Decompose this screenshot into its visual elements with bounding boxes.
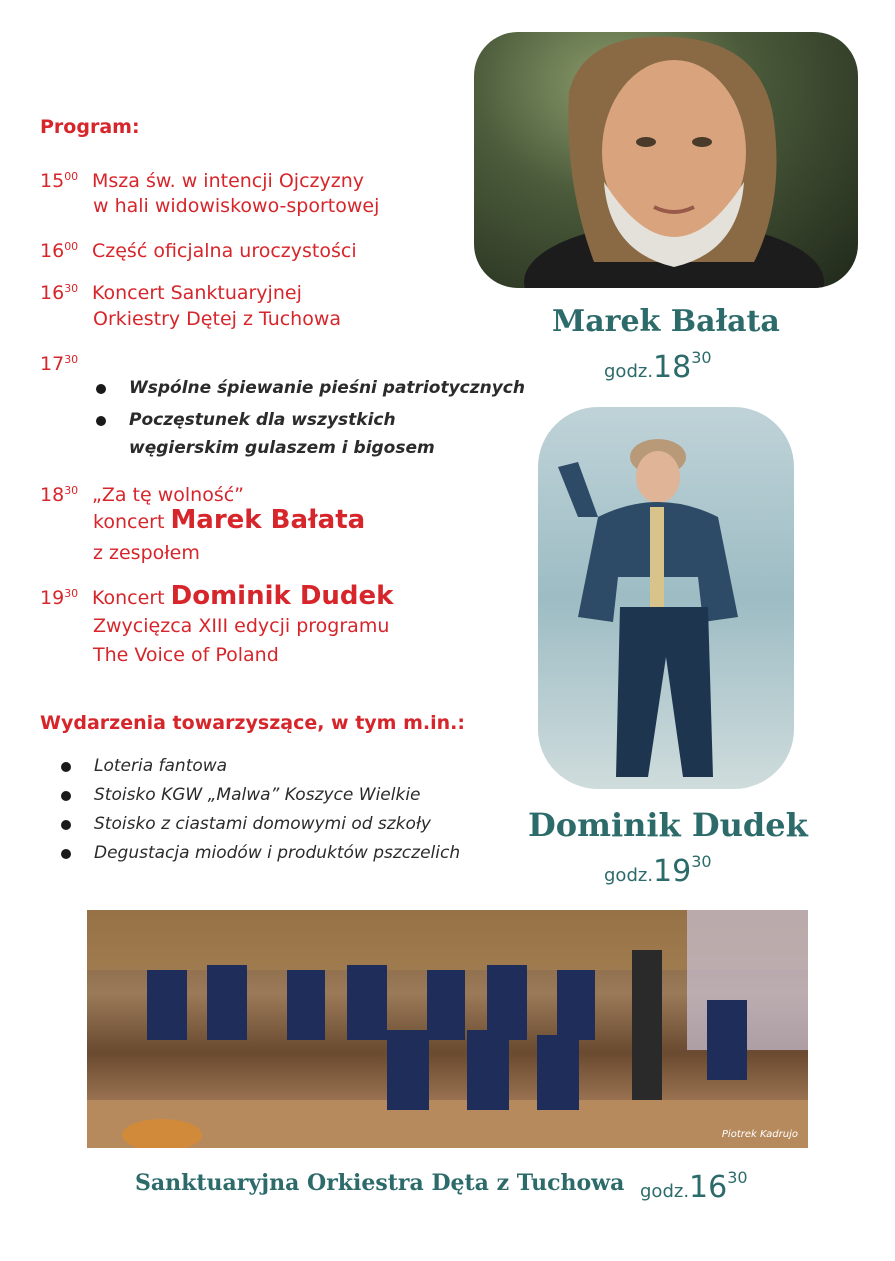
bullet-dot bbox=[96, 416, 106, 426]
time-hour: 15 bbox=[40, 170, 65, 192]
program-item-1630 bbox=[40, 276, 302, 306]
time-hour: 19 bbox=[40, 587, 65, 609]
bullet-item: Poczęstunek dla wszystkich bbox=[129, 410, 396, 430]
artist-name-highlight: Marek Bałata bbox=[170, 505, 366, 535]
program-item-1830 bbox=[40, 478, 244, 508]
time-min: 00 bbox=[64, 170, 79, 183]
orchestra-name: Sanktuaryjna Orkiestra Dęta z Tuchowa bbox=[135, 1170, 625, 1196]
portrait-illustration bbox=[474, 32, 858, 288]
godz-label: godz. bbox=[640, 1181, 690, 1202]
godz-label: godz. bbox=[604, 865, 654, 886]
event-item: Stoisko z ciastami domowymi od szkoły bbox=[94, 814, 431, 834]
bullet-dot bbox=[61, 762, 71, 772]
program-item-1730 bbox=[40, 347, 92, 377]
bullet-item: Wspólne śpiewanie pieśni patriotycznych bbox=[129, 378, 525, 398]
time-min: 30 bbox=[727, 1168, 748, 1187]
orchestra-photo bbox=[87, 910, 808, 1148]
events-heading: Wydarzenia towarzyszące, w tym m.in.: bbox=[40, 712, 465, 734]
time-min: 30 bbox=[64, 484, 79, 497]
item-text-cont: z zespołem bbox=[93, 542, 200, 564]
time-min: 30 bbox=[64, 587, 79, 600]
artist-name-dominik: Dominik Dudek bbox=[528, 806, 808, 844]
photo-watermark: Piotrek Kadrujo bbox=[721, 1129, 798, 1140]
time-hour: 18 bbox=[40, 484, 65, 506]
program-heading: Program: bbox=[40, 116, 140, 138]
item-text: Msza św. w intencji Ojczyzny bbox=[92, 170, 365, 192]
artist-name-highlight: Dominik Dudek bbox=[170, 581, 394, 611]
time-min: 30 bbox=[691, 348, 712, 367]
time-min: 30 bbox=[691, 852, 712, 871]
item-text-cont: Zwycięzca XIII edycji programu bbox=[93, 615, 390, 637]
time-hour: 17 bbox=[40, 353, 65, 375]
time-hour: 16 bbox=[40, 240, 65, 262]
orchestra-illustration bbox=[87, 910, 808, 1148]
item-text-cont: Orkiestry Dętej z Tuchowa bbox=[93, 308, 342, 330]
item-text-cont: The Voice of Poland bbox=[93, 644, 279, 666]
program-item-1500 bbox=[40, 164, 364, 194]
time-min: 30 bbox=[64, 353, 79, 366]
portrait-illustration bbox=[538, 407, 794, 789]
time-min: 00 bbox=[64, 240, 79, 253]
item-text: Koncert bbox=[92, 587, 165, 609]
event-item: Loteria fantowa bbox=[94, 756, 228, 776]
artist-time-dominik bbox=[604, 852, 712, 889]
item-text: Koncert Sanktuaryjnej bbox=[92, 282, 302, 304]
dominik-dudek-photo bbox=[538, 407, 794, 789]
item-text-cont bbox=[93, 507, 365, 535]
program-item-1930 bbox=[40, 581, 393, 611]
item-text: „Za tę wolność” bbox=[92, 484, 245, 506]
bullet-dot bbox=[61, 791, 71, 801]
artist-name-marek: Marek Bałata bbox=[552, 304, 780, 339]
item-text: Część oficjalna uroczystości bbox=[92, 240, 357, 262]
program-item-1600 bbox=[40, 234, 357, 264]
bullet-dot bbox=[61, 820, 71, 830]
time-min: 30 bbox=[64, 282, 79, 295]
orchestra-time bbox=[640, 1168, 748, 1205]
item-text-cont: w hali widowiskowo-sportowej bbox=[93, 195, 380, 217]
event-item: Degustacja miodów i produktów pszczelich bbox=[94, 843, 461, 863]
marek-balata-photo bbox=[474, 32, 858, 288]
artist-time-marek bbox=[604, 348, 712, 385]
bullet-item-cont: węgierskim gulaszem i bigosem bbox=[129, 438, 435, 458]
event-item: Stoisko KGW „Malwa” Koszyce Wielkie bbox=[94, 785, 421, 805]
item-text: koncert bbox=[93, 511, 165, 533]
bullet-dot bbox=[61, 849, 71, 859]
time-hour: 16 bbox=[40, 282, 65, 304]
time-hour: 16 bbox=[689, 1170, 728, 1205]
time-hour: 18 bbox=[653, 350, 692, 385]
bullet-dot bbox=[96, 384, 106, 394]
godz-label: godz. bbox=[604, 361, 654, 382]
time-hour: 19 bbox=[653, 854, 692, 889]
